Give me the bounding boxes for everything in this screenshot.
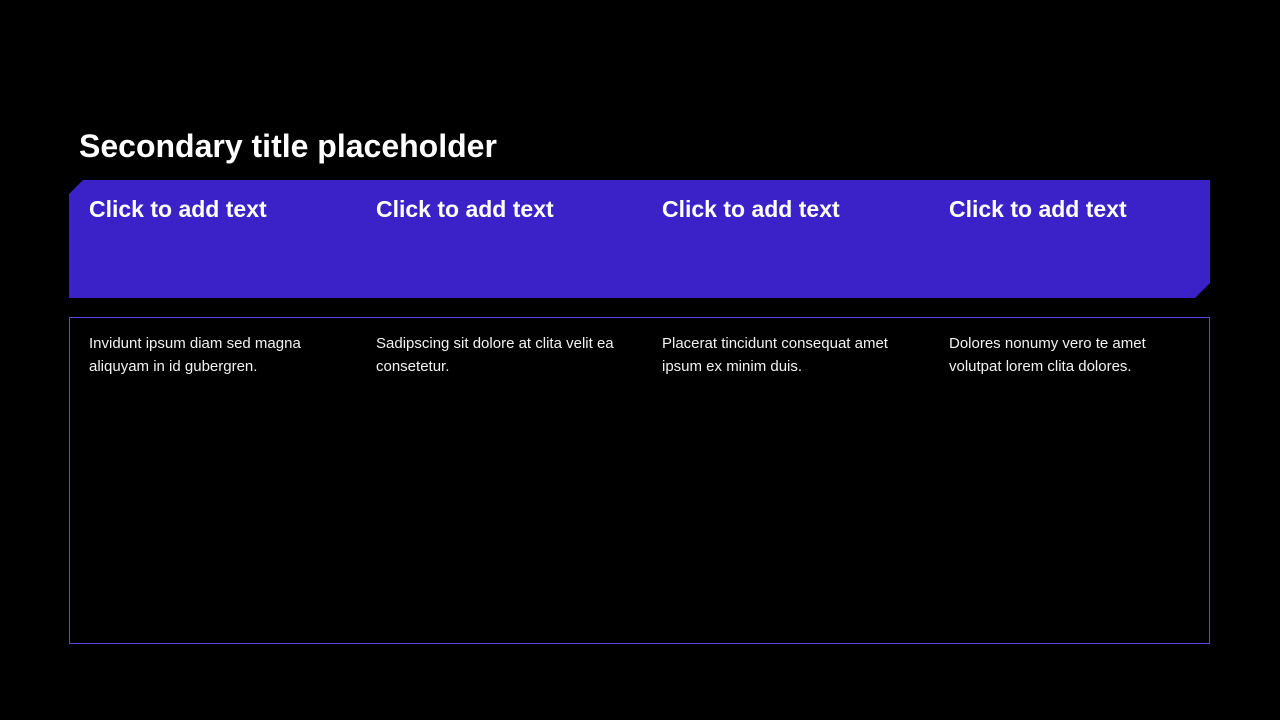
slide-title[interactable]: Secondary title placeholder [79, 128, 497, 164]
column-4-body[interactable]: Dolores nonumy vero te amet volutpat lorem clita dolores. [949, 335, 1146, 375]
column-2-header[interactable]: Click to add text [376, 196, 554, 222]
column-3-header[interactable]: Click to add text [662, 196, 840, 222]
column-1-body[interactable]: Invidunt ipsum diam sed magna aliquyam in id gubergren. [89, 335, 301, 375]
column-1-header[interactable]: Click to add text [89, 196, 267, 222]
column-3-body[interactable]: Placerat tincidunt consequat amet ipsum ex minim duis. [662, 335, 888, 375]
column-2-body[interactable]: Sadipscing sit dolore at clita velit ea consetetur. [376, 335, 614, 375]
column-4-header[interactable]: Click to add text [949, 196, 1127, 222]
